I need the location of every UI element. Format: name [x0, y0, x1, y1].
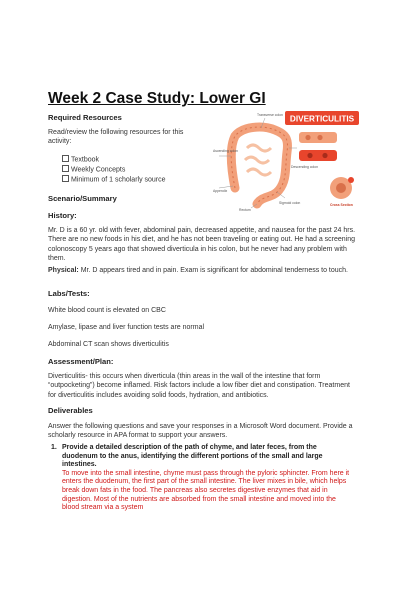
list-item: Textbook: [62, 155, 166, 165]
cross-section-pouch: [348, 177, 354, 183]
scenario-heading: Scenario/Summary: [48, 194, 117, 203]
physical-label: Physical:: [48, 267, 79, 274]
deliverables-intro: Answer the following questions and save your responses in a Microsoft Word document. Provide a scholarly resource in APA format to support your answers.: [48, 423, 353, 440]
label-descending-colon: Descending colon: [291, 165, 318, 169]
label-transverse-colon: Transverse colon: [257, 113, 283, 117]
deliverables-heading: Deliverables: [48, 406, 93, 415]
question-text: Provide a detailed description of the path of chyme, and later feces, from the duodenum to the anus, identifying the different portions of the small and large intestines.: [62, 444, 323, 469]
label-ascending-colon: Ascending colon: [213, 149, 238, 153]
diverticulum-dot: [307, 153, 312, 158]
question-number: 1.: [51, 444, 57, 451]
diverticulum-dot: [305, 135, 310, 140]
diverticula-panel-2: [299, 150, 337, 161]
physical-text: Mr. D appears tired and in pain. Exam is significant for abdominal tenderness to touch.: [78, 267, 349, 274]
lab-result: White blood count is elevated on CBC: [48, 307, 166, 314]
lab-result: Abdominal CT scan shows diverticulitis: [48, 341, 169, 348]
assessment-heading: Assessment/Plan:: [48, 357, 114, 366]
label-appendix: Appendix: [213, 189, 228, 193]
history-text: Mr. D is a 60 yr. old with fever, abdominal pain, decreased appetite, and nausea for the past 24 hrs. There are no new foods in his diet, and he has not been traveling or eating out. He had a screening colonoscopy 5 years ago that showed diverticula in his colon, but he never had any problem with them.: [48, 227, 356, 263]
banner-text: DIVERTICULITIS: [289, 114, 355, 124]
diverticulum-dot: [317, 135, 322, 140]
question-item: [51, 444, 352, 513]
label-sigmoid-colon: Sigmoid colon: [279, 201, 301, 205]
required-resources-intro: Read/review the following resources for this activity:: [48, 129, 184, 146]
labs-heading: Labs/Tests:: [48, 289, 90, 298]
checkbox-icon: [62, 155, 69, 162]
list-item: Minimum of 1 scholarly source: [62, 175, 166, 185]
list-item: Weekly Concepts: [62, 165, 166, 175]
label-cross-section: Cross Section: [330, 203, 353, 207]
cross-section-lumen: [336, 183, 346, 193]
history-heading: History:: [48, 211, 77, 220]
checkbox-icon: [62, 165, 69, 172]
answer-text: To move into the small intestine, chyme must pass through the pyloric sphincter. From here it enters the duodenum, the first part of the small intestine. The liver mixes in bile, which helps break down fats in the food. The pancreas also secretes digestive enzymes that aid in digestion. Most of the nutrients are absorbed from the small intestine and moved into the blood stream via a system: [62, 469, 350, 512]
diverticulum-dot: [322, 153, 327, 158]
assessment-text: Diverticulitis- this occurs when diverticula (thin areas in the wall of the intestine that form “outpocketing”) become inflamed. Risk factors include a low fiber diet and constipation. Treatment for diverticulitis includes avoiding solid foods, hydration, and antibiotics.: [48, 373, 350, 399]
physical-paragraph: [48, 266, 358, 275]
small-intestine-shape: [245, 145, 271, 175]
resource-checklist: [62, 155, 166, 185]
colon-shape: [231, 127, 287, 204]
diverticulitis-illustration: [213, 108, 363, 213]
checkbox-icon: [62, 175, 69, 182]
page-title: Week 2 Case Study: Lower GI: [48, 90, 266, 107]
lab-result: Amylase, lipase and liver function tests are normal: [48, 324, 205, 331]
label-rectum: Rectum: [239, 208, 251, 212]
required-resources-heading: Required Resources: [48, 113, 122, 122]
